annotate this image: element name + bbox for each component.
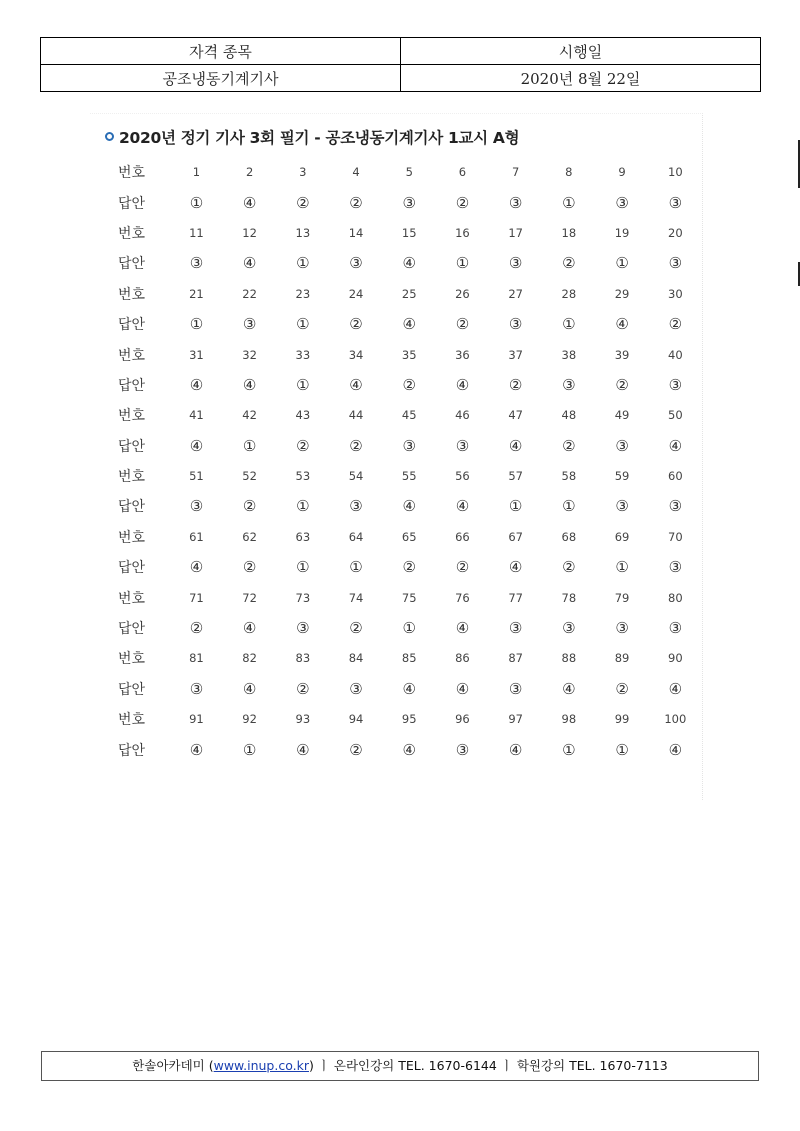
question-number-cell: 92 xyxy=(242,712,257,727)
question-number-row-label: 번호 xyxy=(118,651,146,668)
answer-cell: ② xyxy=(562,254,576,273)
answer-cell: ① xyxy=(402,619,416,638)
footer-academy: 한솔아카데미 ( xyxy=(132,1058,214,1073)
answer-cell: ④ xyxy=(242,679,257,698)
question-number-cell: 11 xyxy=(189,225,204,240)
answer-cell: ① xyxy=(242,436,257,455)
answer-cell: ③ xyxy=(242,315,257,334)
question-number-cell: 19 xyxy=(614,225,630,240)
question-number-cell: 93 xyxy=(295,712,311,727)
question-number-cell: 79 xyxy=(614,590,630,605)
answer-cell: ② xyxy=(349,436,363,455)
answer-cell: ① xyxy=(562,315,576,334)
answer-cell: ④ xyxy=(668,740,683,759)
answer-cell: ③ xyxy=(189,679,204,698)
question-number-cell: 46 xyxy=(455,408,470,423)
answer-cell: ③ xyxy=(189,254,204,273)
answer-cell: ② xyxy=(455,315,470,334)
question-number-cell: 39 xyxy=(614,347,630,362)
answer-cell: ③ xyxy=(349,679,363,698)
question-number-cell: 56 xyxy=(455,469,470,484)
question-number-cell: 60 xyxy=(668,469,683,484)
answer-cell: ① xyxy=(455,254,470,273)
question-number-row xyxy=(106,461,702,491)
answer-cell: ① xyxy=(296,375,310,394)
question-number-cell: 5 xyxy=(405,165,413,180)
answer-cell: ③ xyxy=(508,254,523,273)
question-number-cell: 43 xyxy=(295,408,311,423)
question-number-cell: 98 xyxy=(561,712,577,727)
answer-cell: ③ xyxy=(562,619,576,638)
answer-cell: ① xyxy=(508,497,523,516)
answer-cell: ③ xyxy=(296,619,310,638)
question-number-cell: 48 xyxy=(561,408,577,423)
question-number-cell: 88 xyxy=(561,651,577,666)
question-number-cell: 99 xyxy=(614,712,630,727)
question-number-cell: 8 xyxy=(565,165,573,180)
question-number-cell: 1 xyxy=(192,165,201,180)
answer-cell: ② xyxy=(402,375,416,394)
question-number-cell: 4 xyxy=(352,165,360,180)
answer-row-label: 답안 xyxy=(118,681,146,698)
answer-cell: ④ xyxy=(189,558,204,577)
question-number-row xyxy=(106,157,702,187)
question-number-cell: 31 xyxy=(189,347,204,362)
answer-cell: ② xyxy=(668,315,683,334)
answer-cell: ② xyxy=(349,740,363,759)
question-number-cell: 13 xyxy=(295,225,311,240)
answer-cell: ① xyxy=(296,254,310,273)
bullet-icon xyxy=(105,132,114,141)
answer-cell: ④ xyxy=(402,740,416,759)
answer-row xyxy=(106,309,702,339)
answer-row xyxy=(106,370,702,400)
question-number-cell: 47 xyxy=(508,408,523,423)
question-number-cell: 40 xyxy=(668,347,683,362)
answer-cell: ③ xyxy=(402,436,416,455)
question-number-cell: 77 xyxy=(508,590,523,605)
answer-cell: ④ xyxy=(189,740,204,759)
question-number-row xyxy=(106,704,702,734)
question-number-row-label: 번호 xyxy=(118,529,146,546)
question-number-cell: 73 xyxy=(295,590,311,605)
question-number-cell: 72 xyxy=(242,590,257,605)
question-number-cell: 14 xyxy=(348,225,364,240)
answer-cell: ② xyxy=(508,375,523,394)
question-number-cell: 6 xyxy=(458,165,467,180)
question-number-cell: 81 xyxy=(189,651,204,666)
answer-cell: ③ xyxy=(668,375,683,394)
answer-cell: ② xyxy=(349,619,363,638)
answer-grid xyxy=(106,157,702,765)
answer-cell: ③ xyxy=(615,619,629,638)
answer-cell: ③ xyxy=(615,436,629,455)
question-number-cell: 82 xyxy=(242,651,257,666)
question-number-cell: 22 xyxy=(242,286,257,301)
answer-cell: ③ xyxy=(349,497,363,516)
answer-cell: ③ xyxy=(668,497,683,516)
question-number-cell: 65 xyxy=(401,529,417,544)
answer-cell: ① xyxy=(562,740,576,759)
answer-cell: ③ xyxy=(615,497,629,516)
answer-cell: ③ xyxy=(668,619,683,638)
answer-row-label: 답안 xyxy=(118,195,146,212)
footer-contact xyxy=(41,1051,759,1081)
answer-cell: ④ xyxy=(242,619,257,638)
question-number-cell: 87 xyxy=(508,651,523,666)
answer-row-label: 답안 xyxy=(118,621,146,638)
answer-cell: ① xyxy=(562,497,576,516)
date-value: 2020년 8월 22일 xyxy=(401,65,761,92)
exam-info-table xyxy=(40,37,761,92)
question-number-cell: 9 xyxy=(618,165,626,180)
answer-cell: ① xyxy=(615,254,629,273)
question-number-cell: 37 xyxy=(508,347,523,362)
question-number-cell: 55 xyxy=(401,469,417,484)
answer-cell: ② xyxy=(455,558,470,577)
question-number-cell: 89 xyxy=(614,651,630,666)
answer-cell: ① xyxy=(296,315,310,334)
footer-website-link[interactable]: www.inup.co.kr xyxy=(213,1058,309,1073)
question-number-cell: 76 xyxy=(455,590,470,605)
question-number-cell: 3 xyxy=(299,165,307,180)
answer-cell: ① xyxy=(615,558,629,577)
answer-cell: ③ xyxy=(668,558,683,577)
answer-cell: ② xyxy=(242,497,257,516)
question-number-cell: 64 xyxy=(348,529,364,544)
answer-cell: ④ xyxy=(615,315,629,334)
answer-cell: ④ xyxy=(508,558,523,577)
question-number-cell: 70 xyxy=(668,529,683,544)
answer-cell: ④ xyxy=(402,254,416,273)
question-number-row-label: 번호 xyxy=(118,165,146,182)
question-number-cell: 49 xyxy=(614,408,630,423)
answer-cell: ② xyxy=(296,679,310,698)
question-number-cell: 23 xyxy=(295,286,311,301)
answer-cell: ② xyxy=(296,436,310,455)
question-number-cell: 63 xyxy=(295,529,311,544)
answer-cell: ③ xyxy=(668,254,683,273)
question-number-row-label: 번호 xyxy=(118,590,146,607)
answer-cell: ④ xyxy=(455,375,470,394)
answer-key-panel xyxy=(90,113,703,800)
answer-cell: ③ xyxy=(508,619,523,638)
answer-cell: ② xyxy=(349,315,363,334)
answer-cell: ④ xyxy=(455,497,470,516)
answer-cell: ④ xyxy=(455,679,470,698)
answer-cell: ① xyxy=(296,558,310,577)
question-number-cell: 18 xyxy=(561,225,577,240)
answer-cell: ② xyxy=(562,436,576,455)
question-number-cell: 68 xyxy=(561,529,577,544)
question-number-row-label: 번호 xyxy=(118,408,146,425)
answer-cell: ① xyxy=(349,558,363,577)
answer-cell: ③ xyxy=(562,375,576,394)
exam-title xyxy=(105,126,519,148)
question-number-cell: 32 xyxy=(242,347,257,362)
question-number-cell: 53 xyxy=(295,469,311,484)
answer-cell: ① xyxy=(296,497,310,516)
question-number-cell: 29 xyxy=(614,286,630,301)
question-number-cell: 59 xyxy=(614,469,630,484)
answer-row-label: 답안 xyxy=(118,560,146,577)
answer-cell: ④ xyxy=(402,315,416,334)
question-number-cell: 62 xyxy=(242,529,257,544)
question-number-row xyxy=(106,522,702,552)
question-number-cell: 33 xyxy=(295,347,311,362)
answer-cell: ② xyxy=(296,193,310,212)
question-number-cell: 90 xyxy=(668,651,683,666)
answer-row-label: 답안 xyxy=(118,377,146,394)
answer-cell: ② xyxy=(242,558,257,577)
question-number-cell: 80 xyxy=(668,590,683,605)
answer-row-label: 답안 xyxy=(118,317,146,334)
subject-label: 자격 종목 xyxy=(41,38,401,65)
answer-cell: ③ xyxy=(508,315,523,334)
question-number-cell: 51 xyxy=(189,469,204,484)
question-number-cell: 45 xyxy=(401,408,417,423)
answer-cell: ② xyxy=(455,193,470,212)
question-number-cell: 97 xyxy=(508,712,523,727)
question-number-cell: 71 xyxy=(189,590,204,605)
question-number-cell: 58 xyxy=(561,469,577,484)
answer-cell: ② xyxy=(615,679,629,698)
answer-cell: ④ xyxy=(562,679,576,698)
answer-cell: ① xyxy=(242,740,257,759)
question-number-cell: 10 xyxy=(668,165,683,180)
question-number-cell: 57 xyxy=(508,469,523,484)
question-number-cell: 95 xyxy=(401,712,417,727)
question-number-cell: 86 xyxy=(455,651,470,666)
question-number-cell: 54 xyxy=(348,469,364,484)
question-number-cell: 41 xyxy=(189,408,204,423)
answer-cell: ③ xyxy=(668,193,683,212)
answer-row xyxy=(106,613,702,643)
answer-cell: ④ xyxy=(402,497,416,516)
question-number-cell: 28 xyxy=(561,286,577,301)
question-number-cell: 24 xyxy=(348,286,364,301)
question-number-cell: 25 xyxy=(401,286,417,301)
answer-cell: ② xyxy=(562,558,576,577)
question-number-cell: 84 xyxy=(348,651,364,666)
question-number-row xyxy=(106,279,702,309)
question-number-row-label: 번호 xyxy=(118,469,146,486)
question-number-row xyxy=(106,218,702,248)
question-number-cell: 12 xyxy=(242,225,257,240)
answer-cell: ④ xyxy=(668,679,683,698)
question-number-cell: 16 xyxy=(455,225,470,240)
answer-row-label: 답안 xyxy=(118,742,146,759)
question-number-row-label: 번호 xyxy=(118,225,146,242)
question-number-row xyxy=(106,643,702,673)
answer-cell: ④ xyxy=(189,375,204,394)
answer-cell: ② xyxy=(189,619,204,638)
answer-row xyxy=(106,674,702,704)
question-number-cell: 91 xyxy=(189,712,204,727)
answer-cell: ④ xyxy=(508,740,523,759)
question-number-cell: 61 xyxy=(189,529,204,544)
question-number-cell: 78 xyxy=(561,590,577,605)
question-number-cell: 2 xyxy=(245,165,254,180)
answer-cell: ④ xyxy=(296,740,310,759)
question-number-cell: 20 xyxy=(668,225,683,240)
question-number-cell: 100 xyxy=(664,712,687,727)
answer-cell: ③ xyxy=(349,254,363,273)
question-number-cell: 36 xyxy=(455,347,470,362)
question-number-cell: 50 xyxy=(668,408,683,423)
answer-cell: ③ xyxy=(615,193,629,212)
question-number-cell: 42 xyxy=(242,408,257,423)
question-number-cell: 83 xyxy=(295,651,311,666)
answer-cell: ④ xyxy=(349,375,363,394)
question-number-cell: 85 xyxy=(401,651,417,666)
answer-cell: ② xyxy=(615,375,629,394)
answer-cell: ① xyxy=(189,315,204,334)
answer-cell: ④ xyxy=(189,436,204,455)
answer-cell: ② xyxy=(402,558,416,577)
answer-cell: ③ xyxy=(508,193,523,212)
answer-cell: ④ xyxy=(455,619,470,638)
answer-cell: ④ xyxy=(242,375,257,394)
question-number-cell: 35 xyxy=(401,347,417,362)
question-number-cell: 69 xyxy=(614,529,630,544)
question-number-cell: 75 xyxy=(401,590,417,605)
answer-cell: ④ xyxy=(242,254,257,273)
question-number-cell: 17 xyxy=(508,225,523,240)
answer-cell: ③ xyxy=(455,740,470,759)
answer-cell: ③ xyxy=(189,497,204,516)
answer-cell: ④ xyxy=(242,193,257,212)
answer-cell: ② xyxy=(349,193,363,212)
question-number-cell: 7 xyxy=(511,165,520,180)
question-number-row xyxy=(106,582,702,612)
question-number-cell: 34 xyxy=(348,347,364,362)
question-number-row xyxy=(106,400,702,430)
question-number-cell: 67 xyxy=(508,529,523,544)
answer-cell: ① xyxy=(189,193,204,212)
answer-cell: ③ xyxy=(508,679,523,698)
answer-cell: ③ xyxy=(402,193,416,212)
answer-cell: ③ xyxy=(455,436,470,455)
question-number-cell: 52 xyxy=(242,469,257,484)
footer-phone-info: ) ㅣ 온라인강의 TEL. 1670-6144 ㅣ 학원강의 TEL. 1670-7113 xyxy=(308,1058,668,1073)
answer-row xyxy=(106,734,702,764)
exam-title-text: 2020년 정기 기사 3회 필기 - 공조냉동기계기사 1교시 A형 xyxy=(119,129,520,147)
answer-row xyxy=(106,187,702,217)
answer-cell: ④ xyxy=(402,679,416,698)
question-number-cell: 66 xyxy=(455,529,470,544)
answer-cell: ① xyxy=(615,740,629,759)
question-number-cell: 44 xyxy=(348,408,364,423)
answer-row xyxy=(106,552,702,582)
question-number-cell: 96 xyxy=(455,712,470,727)
question-number-row xyxy=(106,339,702,369)
question-number-cell: 26 xyxy=(455,286,470,301)
answer-row-label: 답안 xyxy=(118,256,146,273)
answer-row-label: 답안 xyxy=(118,499,146,516)
answer-row-label: 답안 xyxy=(118,438,146,455)
question-number-cell: 38 xyxy=(561,347,577,362)
question-number-row-label: 번호 xyxy=(118,347,146,364)
question-number-cell: 21 xyxy=(189,286,204,301)
answer-cell: ④ xyxy=(508,436,523,455)
question-number-row-label: 번호 xyxy=(118,712,146,729)
question-number-cell: 74 xyxy=(348,590,364,605)
answer-row xyxy=(106,431,702,461)
answer-cell: ① xyxy=(562,193,576,212)
subject-value: 공조냉동기계기사 xyxy=(41,65,401,92)
question-number-cell: 15 xyxy=(401,225,417,240)
question-number-row-label: 번호 xyxy=(118,286,146,303)
question-number-cell: 27 xyxy=(508,286,523,301)
answer-row xyxy=(106,248,702,278)
answer-cell: ④ xyxy=(668,436,683,455)
question-number-cell: 94 xyxy=(348,712,364,727)
answer-row xyxy=(106,491,702,521)
date-label: 시행일 xyxy=(401,38,761,65)
question-number-cell: 30 xyxy=(668,286,683,301)
